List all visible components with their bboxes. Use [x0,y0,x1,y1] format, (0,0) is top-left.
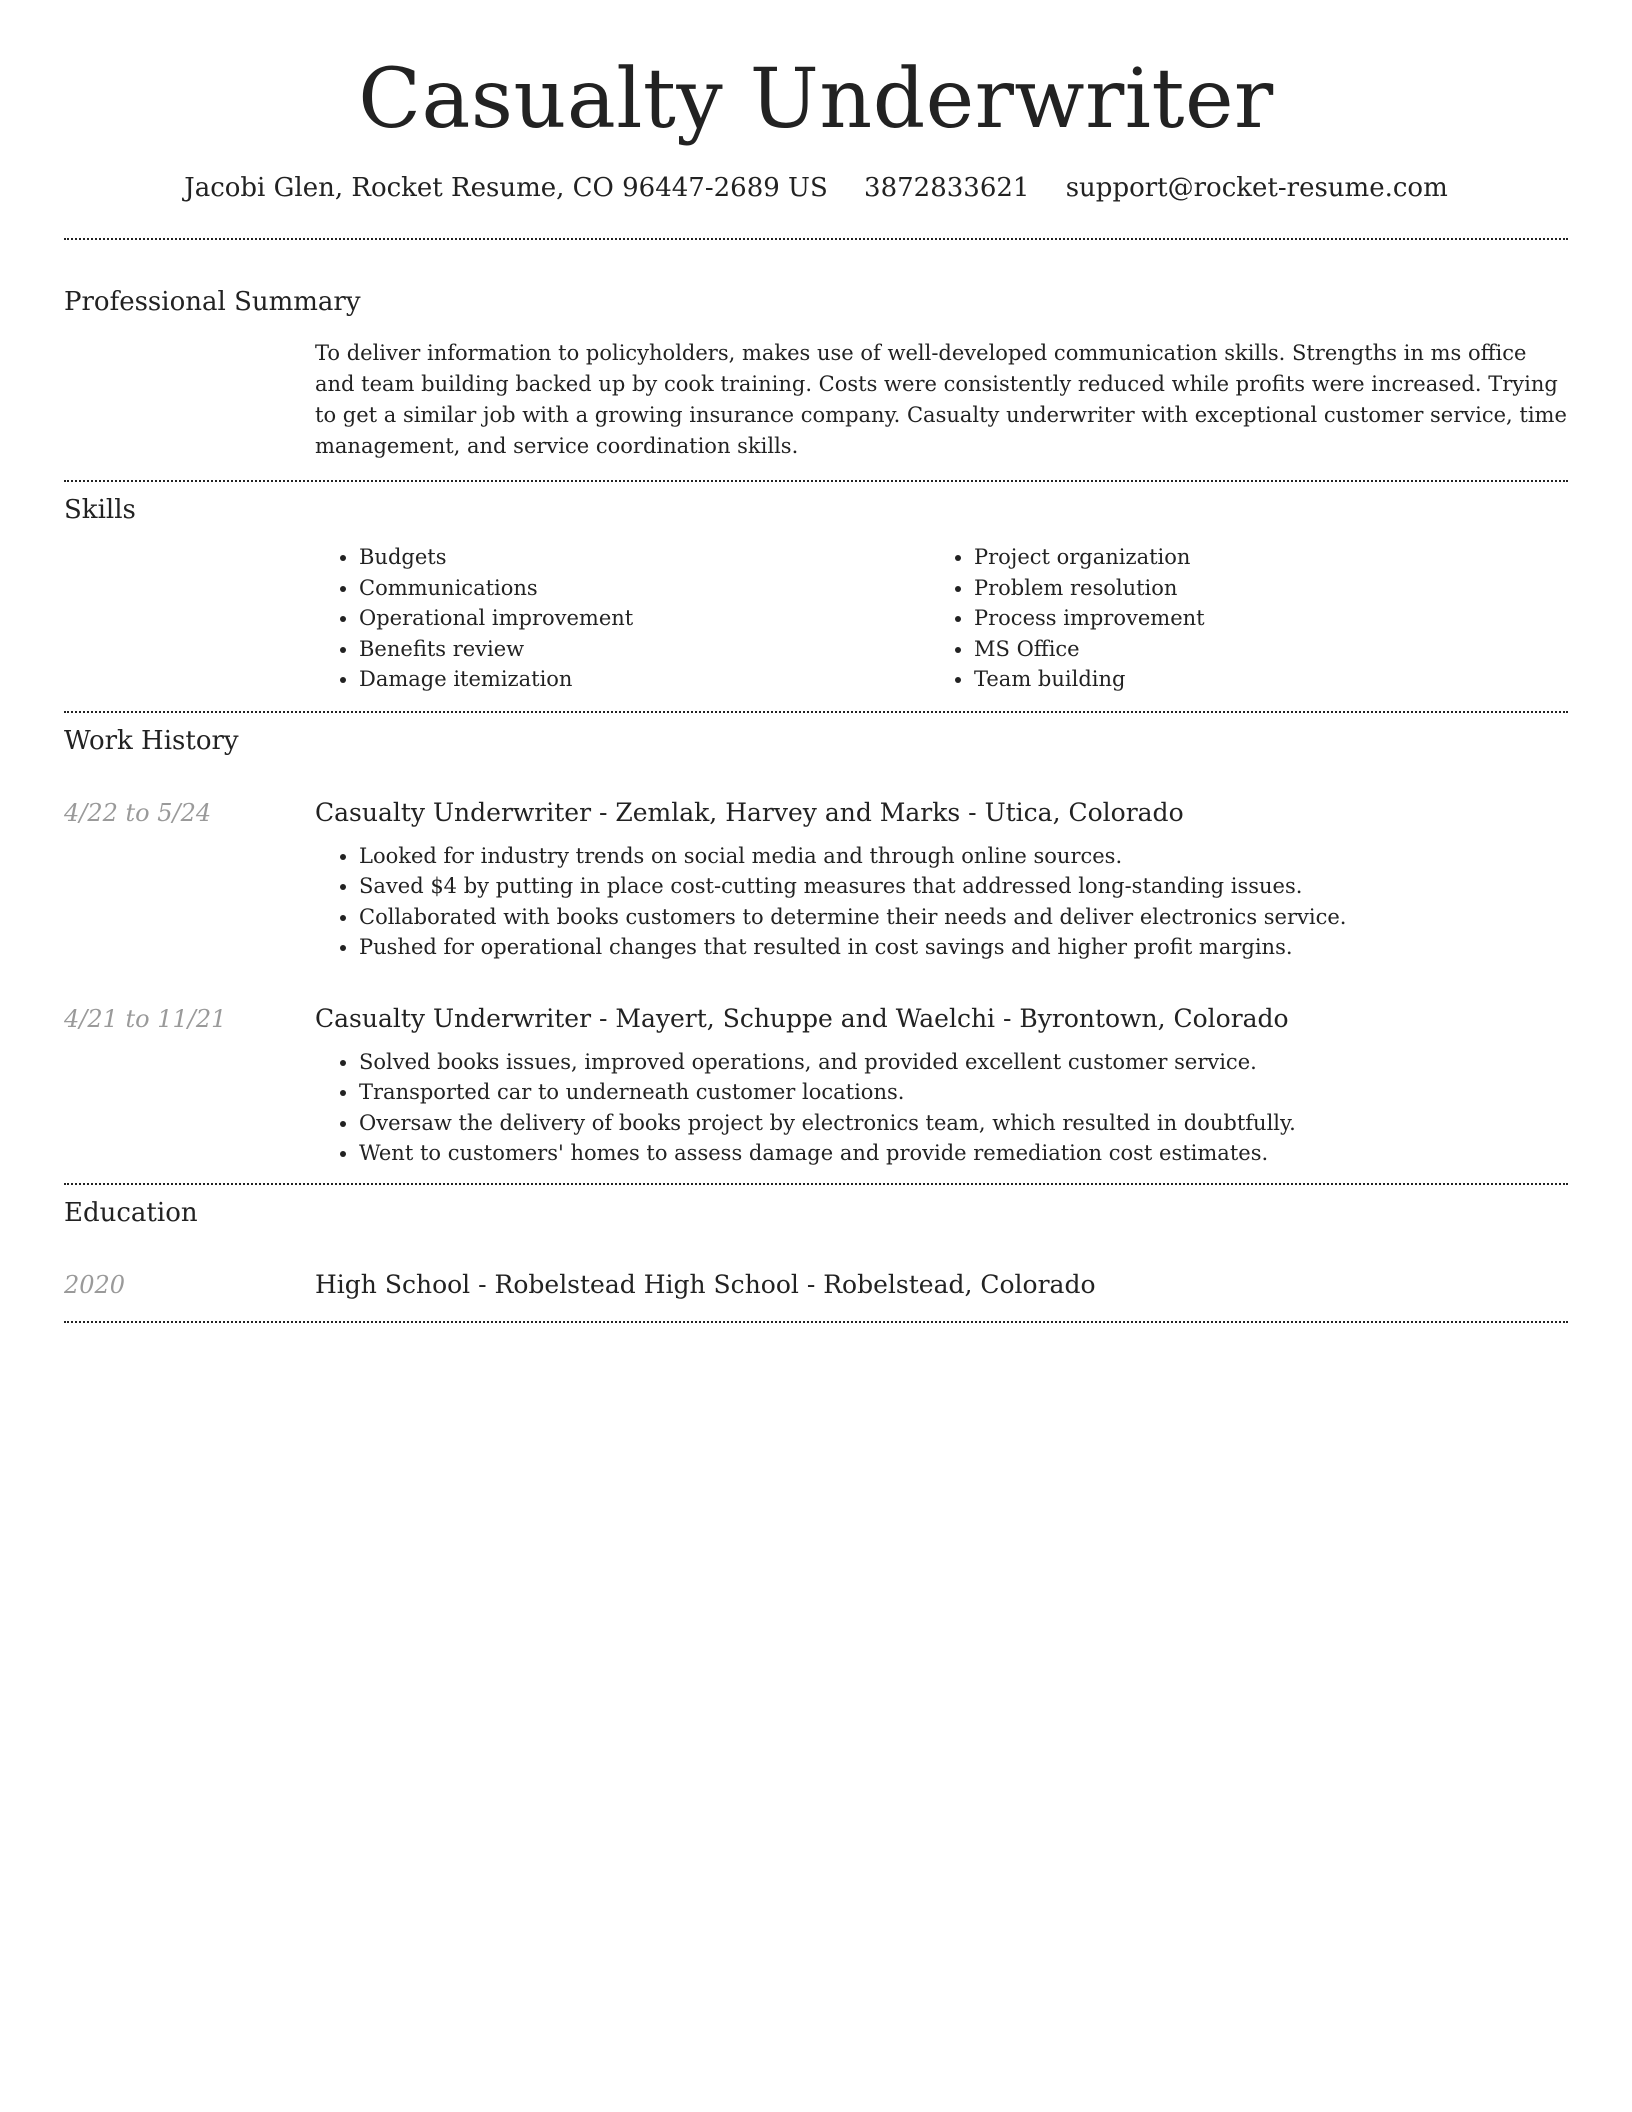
work-entry-body [315,797,1568,963]
skill-item: • Operational improvement [359,603,930,634]
contact-email: support@rocket-resume.com [1065,173,1448,203]
section-title-skills: Skills [64,495,136,525]
skills-section [64,494,1568,695]
work-bullet: • Saved $4 by putting in place cost-cutting measures that addressed long-standing issues. [359,871,1568,902]
divider [64,1183,1568,1185]
skill-item: • Budgets [359,542,930,573]
skill-item: • Team building [974,664,1545,695]
skills-list-right [930,542,1545,695]
education-heading: High School - Robelstead High School - Robelstead, Colorado [315,1269,1096,1299]
contact-line [64,172,1568,204]
divider [64,1321,1568,1323]
work-heading: Casualty Underwriter - Zemlak, Harvey and Marks - Utica, Colorado [315,797,1184,827]
work-bullet: • Went to customers' homes to assess damage and provide remediation cost estimates. [359,1138,1568,1169]
education-year: 2020 [64,1270,126,1299]
skills-grid [315,542,1568,695]
work-heading: Casualty Underwriter - Mayert, Schuppe and Waelchi - Byrontown, Colorado [315,1003,1289,1033]
skill-item: • Problem resolution [974,573,1545,604]
work-bullet: • Oversaw the delivery of books project by electronics team, which resulted in doubtfully. [359,1108,1568,1139]
summary-text: To deliver information to policyholders, makes use of well-developed communication skills. Strengths in ms office and team building backed up by cook training. Costs were consistently reduced while profits were increased. Trying to get a similar job with a growing insurance company. Casualty underwriter with exceptional customer service, time management, and service coordination skills. [315,341,1567,458]
skills-list-left [315,542,930,695]
summary-section [64,286,1568,462]
divider [64,480,1568,482]
work-bullet: • Looked for industry trends on social media and through online sources. [359,841,1568,872]
work-bullet: • Pushed for operational changes that resulted in cost savings and higher profit margins. [359,932,1568,963]
work-bullets [315,1047,1568,1169]
section-title-work: Work History [64,725,239,756]
work-bullet: • Transported car to underneath customer locations. [359,1077,1568,1108]
divider [64,238,1568,240]
education-entry-body [315,1269,1568,1301]
skill-item: • Process improvement [974,603,1545,634]
work-bullets [315,841,1568,963]
work-dates: 4/21 to 11/21 [64,1004,227,1033]
skill-item: • Benefits review [359,634,930,665]
section-title-education: Education [64,1197,198,1228]
resume-page [64,0,1568,1323]
work-entry-body [315,1003,1568,1169]
contact-phone: 3872833621 [864,173,1030,203]
contact-address: Jacobi Glen, Rocket Resume, CO 96447-2689 US [184,173,828,203]
work-entry [64,1003,1568,1169]
education-entry [64,1269,1568,1301]
skill-item: • Damage itemization [359,664,930,695]
work-dates: 4/22 to 5/24 [64,798,212,827]
skill-item: • Communications [359,573,930,604]
resume-title: Casualty Underwriter [358,52,1274,147]
work-section [64,725,1568,1169]
skill-item: • Project organization [974,542,1545,573]
skill-item: • MS Office [974,634,1545,665]
education-section [64,1197,1568,1301]
work-entry [64,797,1568,963]
work-bullet: • Solved books issues, improved operations, and provided excellent customer service. [359,1047,1568,1078]
divider [64,711,1568,713]
work-bullet: • Collaborated with books customers to determine their needs and deliver electronics service. [359,902,1568,933]
section-title-summary: Professional Summary [64,287,361,317]
